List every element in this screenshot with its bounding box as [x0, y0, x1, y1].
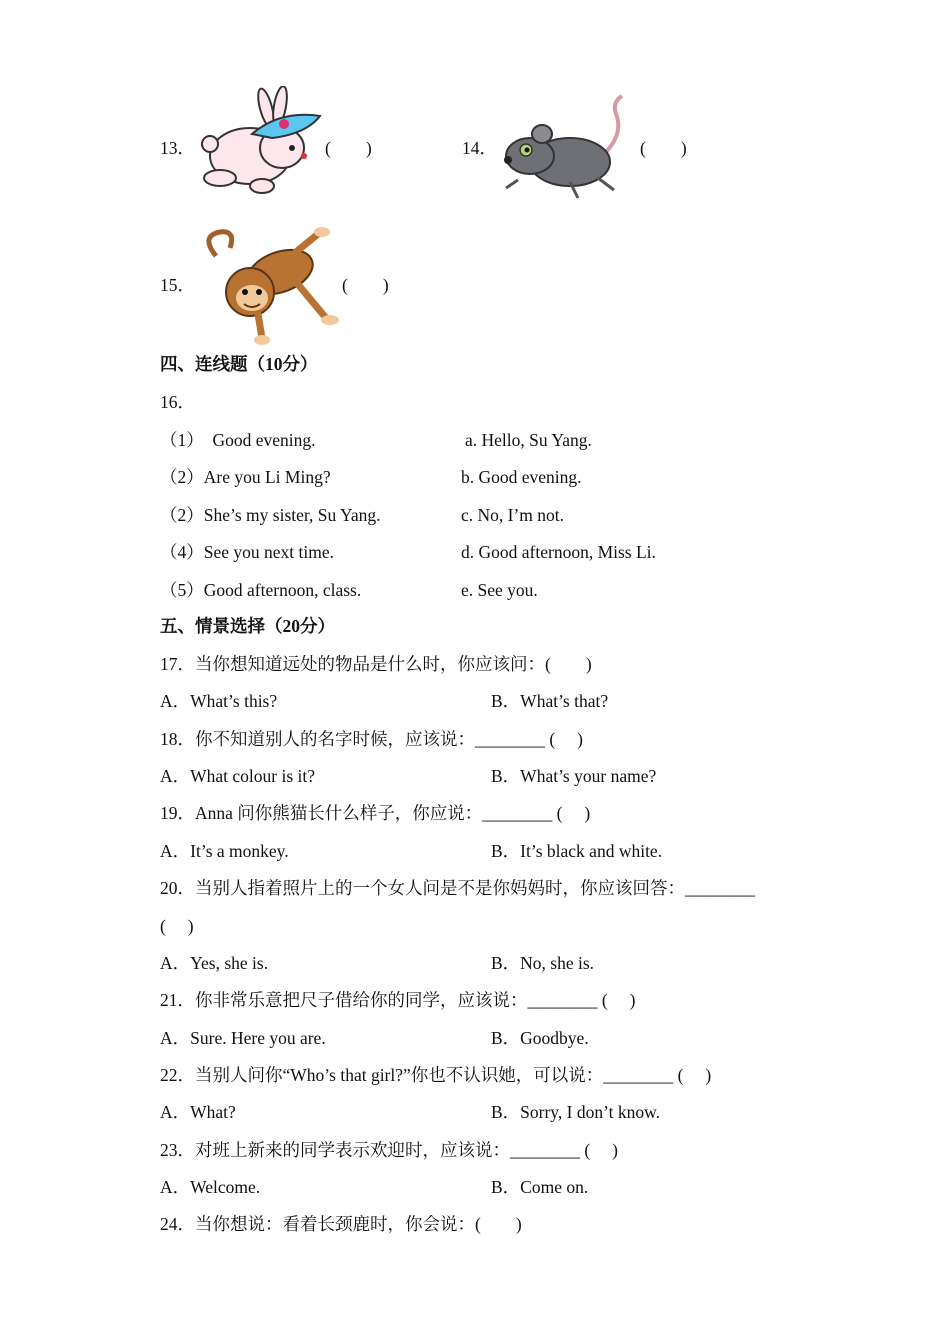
- option-b[interactable]: B．What’s that?: [491, 691, 609, 711]
- option-a[interactable]: A．What’s this?: [160, 691, 278, 711]
- match-right-item[interactable]: b. Good evening.: [461, 467, 582, 487]
- match-right-item[interactable]: d. Good afternoon, Miss Li.: [461, 542, 656, 562]
- monkey-icon: [196, 222, 342, 346]
- item-number: 15．: [160, 275, 195, 295]
- question-text: 20．当别人指着照片上的一个女人问是不是你妈妈时，你应该回答：________: [160, 878, 755, 898]
- option-a[interactable]: A．What?: [160, 1102, 236, 1122]
- option-b[interactable]: B．Goodbye.: [491, 1028, 589, 1048]
- option-b[interactable]: B．No, she is.: [491, 953, 595, 973]
- option-b[interactable]: B．It’s black and white.: [491, 841, 663, 861]
- answer-blank[interactable]: ( ): [325, 138, 372, 158]
- question-text: 17．当你想知道远处的物品是什么时，你应该问：( ): [160, 654, 592, 674]
- option-a[interactable]: A．Yes, she is.: [160, 953, 269, 973]
- answer-blank[interactable]: ( ): [640, 138, 687, 158]
- match-left-item[interactable]: （2）She’s my sister, Su Yang.: [160, 505, 381, 525]
- match-right-item[interactable]: a. Hello, Su Yang.: [465, 430, 592, 450]
- item-number: 14．: [462, 138, 497, 158]
- match-left-item[interactable]: （5）Good afternoon, class.: [160, 580, 362, 600]
- item-number: 13．: [160, 138, 195, 158]
- question-text: 23．对班上新来的同学表示欢迎时，应该说：________ ( ): [160, 1140, 618, 1160]
- question-text: 21．你非常乐意把尺子借给你的同学，应该说：________ ( ): [160, 990, 636, 1010]
- option-a[interactable]: A．Sure. Here you are.: [160, 1028, 326, 1048]
- match-left-item[interactable]: （1） Good evening.: [160, 430, 316, 450]
- question-text: 24．当你想说：看着长颈鹿时，你会说：( ): [160, 1214, 522, 1234]
- match-left-item[interactable]: （2）Are you Li Ming?: [160, 467, 331, 487]
- question-text-continued: ( ): [160, 916, 194, 936]
- rabbit-icon: [196, 86, 324, 210]
- option-a[interactable]: A．It’s a monkey.: [160, 841, 289, 861]
- match-right-item[interactable]: e. See you.: [461, 580, 538, 600]
- question-text: 18．你不知道别人的名字时候，应该说：________ ( ): [160, 729, 583, 749]
- option-a[interactable]: A．What colour is it?: [160, 766, 316, 786]
- match-right-item[interactable]: c. No, I’m not.: [461, 505, 565, 525]
- option-b[interactable]: B．Come on.: [491, 1177, 589, 1197]
- option-b[interactable]: B．Sorry, I don’t know.: [491, 1102, 661, 1122]
- question-text: 22．当别人问你“Who’s that girl?”你也不认识她，可以说：________ ( ): [160, 1065, 712, 1085]
- question-number: 16．: [160, 392, 195, 412]
- section-heading: 五、情景选择（20分）: [160, 616, 335, 636]
- option-b[interactable]: B．What’s your name?: [491, 766, 657, 786]
- option-a[interactable]: A．Welcome.: [160, 1177, 261, 1197]
- mouse-icon: [500, 94, 632, 204]
- match-left-item[interactable]: （4）See you next time.: [160, 542, 335, 562]
- question-text: 19．Anna 问你熊猫长什么样子，你应说：________ ( ): [160, 803, 591, 823]
- section-heading: 四、连线题（10分）: [160, 354, 318, 374]
- answer-blank[interactable]: ( ): [342, 275, 389, 295]
